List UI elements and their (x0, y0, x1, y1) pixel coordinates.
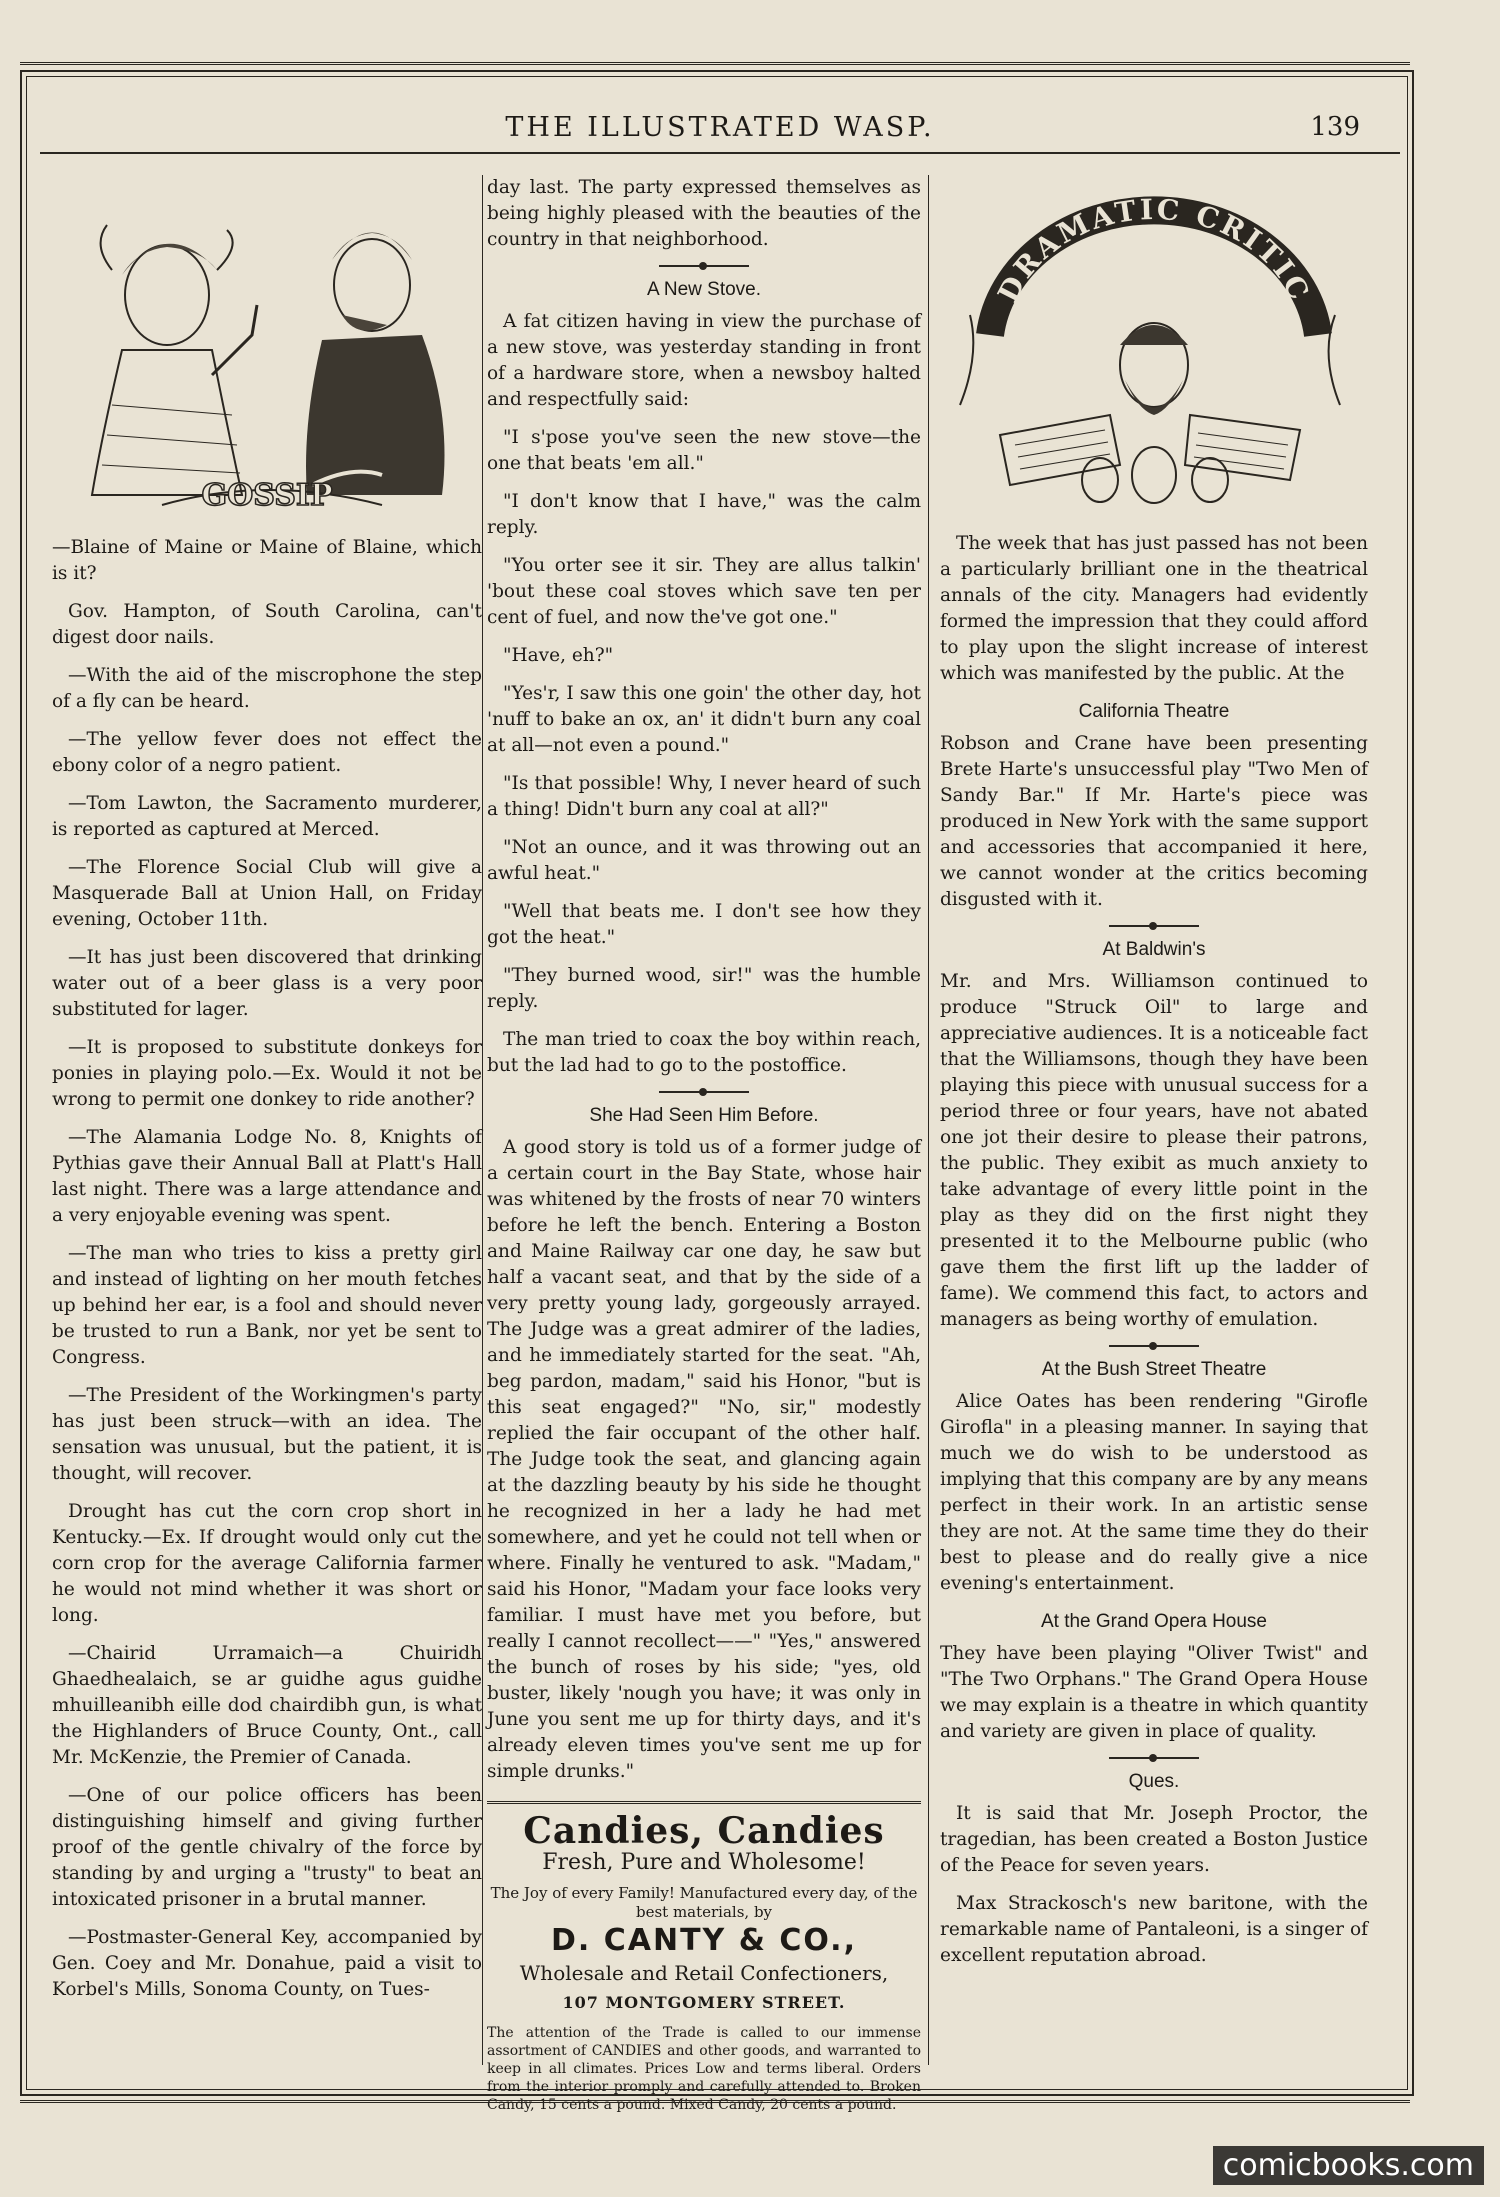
ad-blurb: The Joy of every Family! Manufactured every day, of the best materials, by (490, 1884, 918, 1921)
section-divider (659, 1091, 749, 1093)
ad-tagline: Fresh, Pure and Wholesome! (542, 1850, 866, 1875)
gossip-item: —Tom Lawton, the Sacramento murderer, is reported as captured at Merced. (52, 793, 482, 840)
stove-paragraph: "I s'pose you've seen the new stove—the one that beats 'em all." (487, 427, 921, 474)
strackosch-text: Max Strackosch's new baritone, with the remarkable name of Pantaleoni, is a singer of excellent reputation abroad. (940, 1893, 1368, 1966)
gossip-item: —One of our police officers has been distinguishing himself and giving further proof of the gentle chivalry of the force by standing by and urging a "trusty" to beat an intoxicated prisoner in a brutal manner. (52, 1785, 482, 1910)
gossip-item: —Blaine of Maine or Maine of Blaine, which is it? (52, 537, 482, 584)
gossip-illustration (52, 175, 482, 525)
column-divider-right (928, 175, 929, 2065)
opera-text: They have been playing "Oliver Twist" and "The Two Orphans." The Grand Opera House we may explain is a theatre in which quantity and variety are given in place of quality. (940, 1643, 1368, 1742)
ad-role: Wholesale and Retail Confectioners, (519, 1961, 889, 1985)
top-border-rule (20, 62, 1410, 65)
gossip-item: —The President of the Workingmen's party has just been struck—with an idea. The sensation was unusual, but the patient, it is thought, will recover. (52, 1385, 482, 1484)
stove-paragraph: "Yes'r, I saw this one goin' the other day, hot 'nuff to bake an ox, an' it didn't burn any coal at all—not even a pound." (487, 683, 921, 756)
ad-address: 107 MONTGOMERY STREET. (562, 1993, 846, 2012)
continued-paragraph: day last. The party expressed themselves as being highly pleased with the beauties of the country in that neighborhood. (487, 177, 921, 250)
gossip-item: —The yellow fever does not effect the ebony color of a negro patient. (52, 729, 482, 776)
ad-headline: Candies, Candies (523, 1810, 885, 1852)
page-number: 139 (1310, 112, 1360, 142)
critic-intro: The week that has just passed has not been a particularly brilliant one in the theatrical annals of the city. Managers had evidently formed the impression that they could afford to play upon the slight increase of interest which was manifested by the public. At the (940, 533, 1368, 684)
gossip-item: —The Alamania Lodge No. 8, Knights of Pythias gave their Annual Ball at Platt's Hall last night. There was a large attendance and a very enjoyable evening was spent. (52, 1127, 482, 1226)
stove-paragraph: "I don't know that I have," was the calm reply. (487, 491, 921, 538)
stove-paragraph: "Is that possible! Why, I never heard of such a thing! Didn't burn any coal at all?" (487, 773, 921, 820)
gossip-item: —With the aid of the miscrophone the step of a fly can be heard. (52, 665, 482, 712)
column-dramatic-critic (940, 175, 1368, 1981)
stove-paragraph: A fat citizen having in view the purchase of a new stove, was yesterday standing in front of a hardware store, when a newsboy halted and respectfully said: (487, 311, 921, 410)
gossip-item: —The Florence Social Club will give a Masquerade Ball at Union Hall, on Friday evening, October 11th. (52, 857, 482, 930)
ad-firm-name: D. CANTY & CO., (551, 1923, 857, 1958)
publication-title: THE ILLUSTRATED WASP. (505, 112, 935, 143)
stove-paragraph: "Well that beats me. I don't see how they got the heat." (487, 901, 921, 948)
judge-story: A good story is told us of a former judge of a certain court in the Bay State, whose hair was whitened by the frosts of near 70 winters before he left the bench. Entering a Boston and Maine Railway car one day, he saw but half a vacant seat, and that by the side of a very pretty young lady, gorgeously arrayed. The Judge was a great admirer of the ladies, and he immediately started for the seat. "Ah, beg pardon, madam," said his Honor, "but is this seat engaged?" "No, sir," modestly replied the fair occupant of the other half. The Judge took the seat, and glancing again at the dazzling beauty by his side he thought he recognized in her a lady he had met somewhere, and yet he could not tell when or where. Finally he ventured to ask. "Madam," said his Honor, "Madam your face looks very familiar. I must have met you before, but really I cannot recollect——" "Yes," answered the bunch of roses by his side; "yes, old buster, likely 'nough you have; it was only in June you sent me up for thirty days, and it's already eleven times you've sent me up for simple drunks." (487, 1137, 921, 1782)
stove-paragraph: "Have, eh?" (503, 645, 614, 666)
gossip-item: —The man who tries to kiss a pretty girl and instead of lighting on her mouth fetches up behind her ear, is a fool and should never be trusted to run a Bank, nor yet be sent to Congress. (52, 1243, 482, 1368)
california-text: Robson and Crane have been presenting Brete Harte's unsuccessful play "Two Men of Sandy Bar." If Mr. Harte's piece was produced in New York with the same support and accessories that accompanied it here, we cannot wonder at the critics becoming disgusted with it. (940, 733, 1368, 910)
ad-fine-print: The attention of the Trade is called to our immense assortment of CANDIES and other goods, and warranted to keep in all climates. Prices Low and terms liberal. Orders from the interior promply and carefully attended to. Broken Candy, 15 cents a pound. Mixed Candy, 20 cents a pound. (487, 2025, 921, 2113)
gossip-item: —It has just been discovered that drinking water out of a beer glass is a very poor substituted for lager. (52, 947, 482, 1020)
section-divider (659, 265, 749, 267)
gossip-item: Drought has cut the corn crop short in Kentucky.—Ex. If drought would only cut the corn crop for the average California farmer he would not mind whether it was short or long. (52, 1501, 482, 1626)
heading-seen-him-before: She Had Seen Him Before. (589, 1105, 819, 1126)
heading-new-stove: A New Stove. (646, 279, 762, 300)
site-watermark: comicbooks.com (1213, 2146, 1484, 2185)
section-divider (1109, 925, 1199, 927)
gossip-banner-text: GOSSIP (201, 478, 333, 513)
column-gossip (52, 175, 482, 2015)
ques-text: It is said that Mr. Joseph Proctor, the tragedian, has been created a Boston Justice of the Peace for seven years. (940, 1803, 1368, 1876)
column-divider-left (482, 175, 483, 2065)
gossip-item: Gov. Hampton, of South Carolina, can't digest door nails. (52, 601, 482, 648)
gossip-item: —It is proposed to substitute donkeys for ponies in playing polo.—Ex. Would it not be wrong to permit one donkey to ride another? (52, 1037, 482, 1110)
dramatic-critic-illustration (940, 175, 1368, 515)
gossip-items (52, 535, 482, 2003)
bottom-border-rule (20, 2100, 1410, 2103)
section-divider (1109, 1757, 1199, 1759)
stove-paragraph: "They burned wood, sir!" was the humble reply. (487, 965, 921, 1012)
bush-text: Alice Oates has been rendering "Girofle Girofla" in a pleasing manner. In saying that much we do wish to be understood as implying that this company are by any means perfect in their work. In an artistic sense they are not. At the same time they do their best to please and do really give a nice evening's entertainment. (940, 1391, 1368, 1594)
candy-advertisement (487, 1801, 921, 2114)
gossip-item: —Chairid Urramaich—a Chuiridh Ghaedhealaich, se ar guidhe agus guidhe mhuilleanibh eille dod chairdibh gun, is what the Highlanders of Bruce County, Ont., call Mr. McKenzie, the Premier of Canada. (52, 1643, 482, 1768)
column-stories (487, 175, 921, 2114)
baldwin-text: Mr. and Mrs. Williamson continued to produce "Struck Oil" to large and appreciative audiences. It is a noticeable fact that the Williamsons, though they have been playing this piece with unusual success for a period three or four years, have not abated one jot their desire to please their patrons, the public. They exibit as much anxiety to take advantage of every little point in the play as they did on the first night they presented it to the Melbourne public (who gave them the first lift up the ladder of fame). We commend this fact, to actors and managers as being worthy of emulation. (940, 971, 1368, 1330)
section-divider (1109, 1345, 1199, 1347)
heading-ques: Ques. (1128, 1771, 1180, 1792)
gossip-item: —Postmaster-General Key, accompanied by Gen. Coey and Mr. Donahue, paid a visit to Korbel's Mills, Sonoma County, on Tues- (52, 1927, 482, 2000)
stove-paragraph: The man tried to coax the boy within reach, but the lad had to go to the postoffice. (487, 1029, 921, 1076)
stove-paragraph: "Not an ounce, and it was throwing out an awful heat." (487, 837, 921, 884)
running-head (40, 112, 1400, 154)
heading-grand-opera: At the Grand Opera House (1040, 1611, 1267, 1632)
heading-baldwins: At Baldwin's (1102, 939, 1206, 960)
heading-california-theatre: California Theatre (1078, 701, 1230, 722)
heading-bush-street: At the Bush Street Theatre (1041, 1359, 1267, 1380)
critic-banner-text: DRAMATIC CRITIC (991, 192, 1317, 308)
svg-text:DRAMATIC CRITIC (991, 193, 1317, 308)
stove-paragraph: "You orter see it sir. They are allus talkin' 'bout these coal stoves which save ten per cent of fuel, and now the've got one." (487, 555, 921, 628)
